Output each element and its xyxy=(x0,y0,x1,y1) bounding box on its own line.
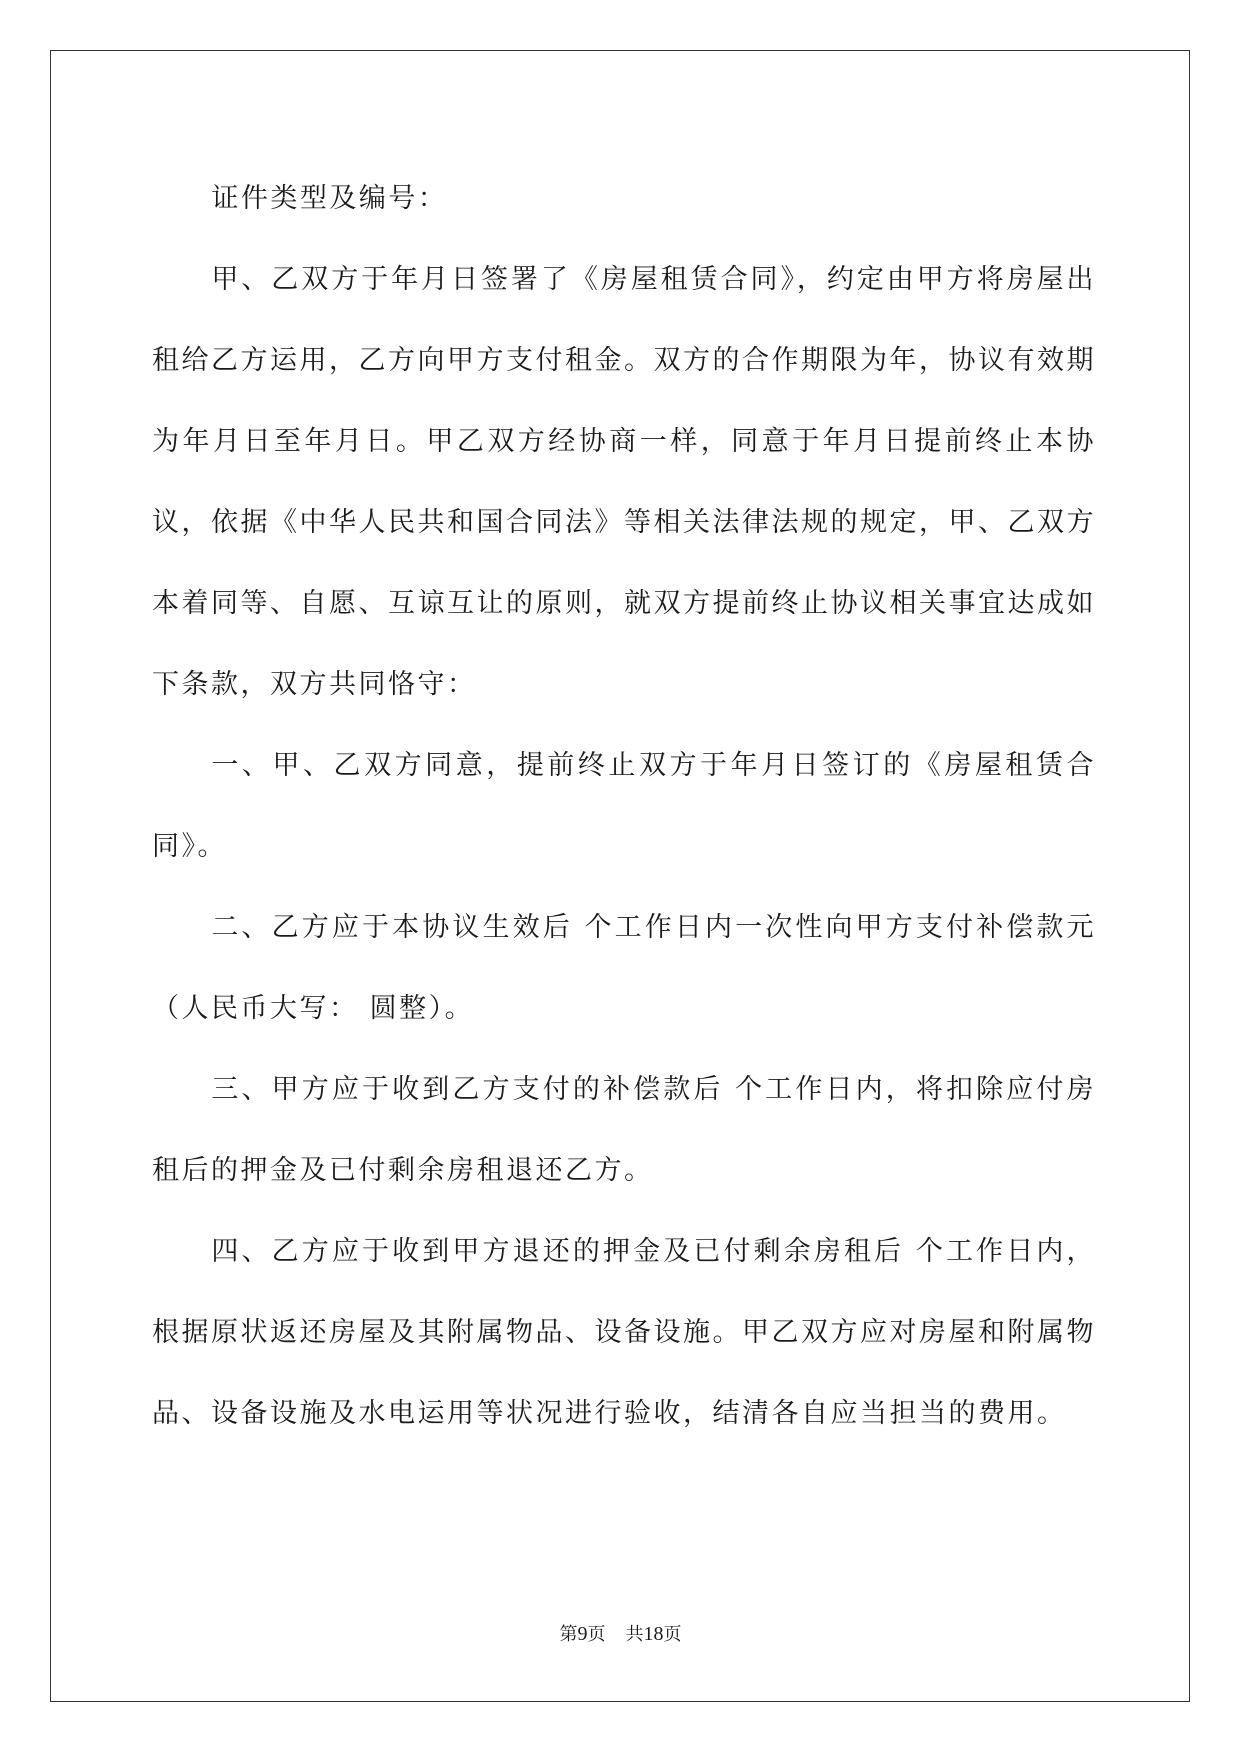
total-pages: 18 xyxy=(643,1623,664,1645)
paragraph-preamble: 甲、乙双方于年月日签署了《房屋租赁合同》，约定由甲方将房屋出租给乙方运用，乙方向甲方支付租金。双方的合作期限为年，协议有效期为年月日至年月日。甲乙双方经协商一样，同意于年月日提前终止本协议，依据《中华人民共和国合同法》等相关法律法规的规定，甲、乙双方本着同等、自愿、互谅互让的原则，就双方提前终止协议相关事宜达成如下条款，双方共同恪守： xyxy=(152,264,1096,700)
paragraph-clause-4: 四、乙方应于收到甲方退还的押金及已付剩余房租后 个工作日内，根据原状返还房屋及其附属物品、设备设施。甲乙双方应对房屋和附属物品、设备设施及水电运用等状况进行验收，结清各自应当担当的费用。 xyxy=(152,1236,1096,1429)
page-number: 9 xyxy=(577,1623,588,1645)
paragraph-id-type: 证件类型及编号： xyxy=(211,183,448,214)
page-footer xyxy=(0,1620,1241,1646)
page-prefix: 第 xyxy=(559,1624,578,1645)
page-suffix: 页 xyxy=(587,1624,606,1645)
document-body xyxy=(152,158,1096,1454)
total-prefix: 共 xyxy=(625,1624,644,1645)
total-suffix: 页 xyxy=(663,1624,682,1645)
paragraph-clause-1: 一、甲、乙双方同意，提前终止双方于年月日签订的《房屋租赁合同》。 xyxy=(152,750,1096,862)
paragraph-clause-2: 二、乙方应于本协议生效后 个工作日内一次性向甲方支付补偿款元（人民币大写： 圆整）。 xyxy=(152,912,1096,1024)
paragraph-clause-3: 三、甲方应于收到乙方支付的补偿款后 个工作日内，将扣除应付房租后的押金及已付剩余房租退还乙方。 xyxy=(152,1074,1096,1186)
